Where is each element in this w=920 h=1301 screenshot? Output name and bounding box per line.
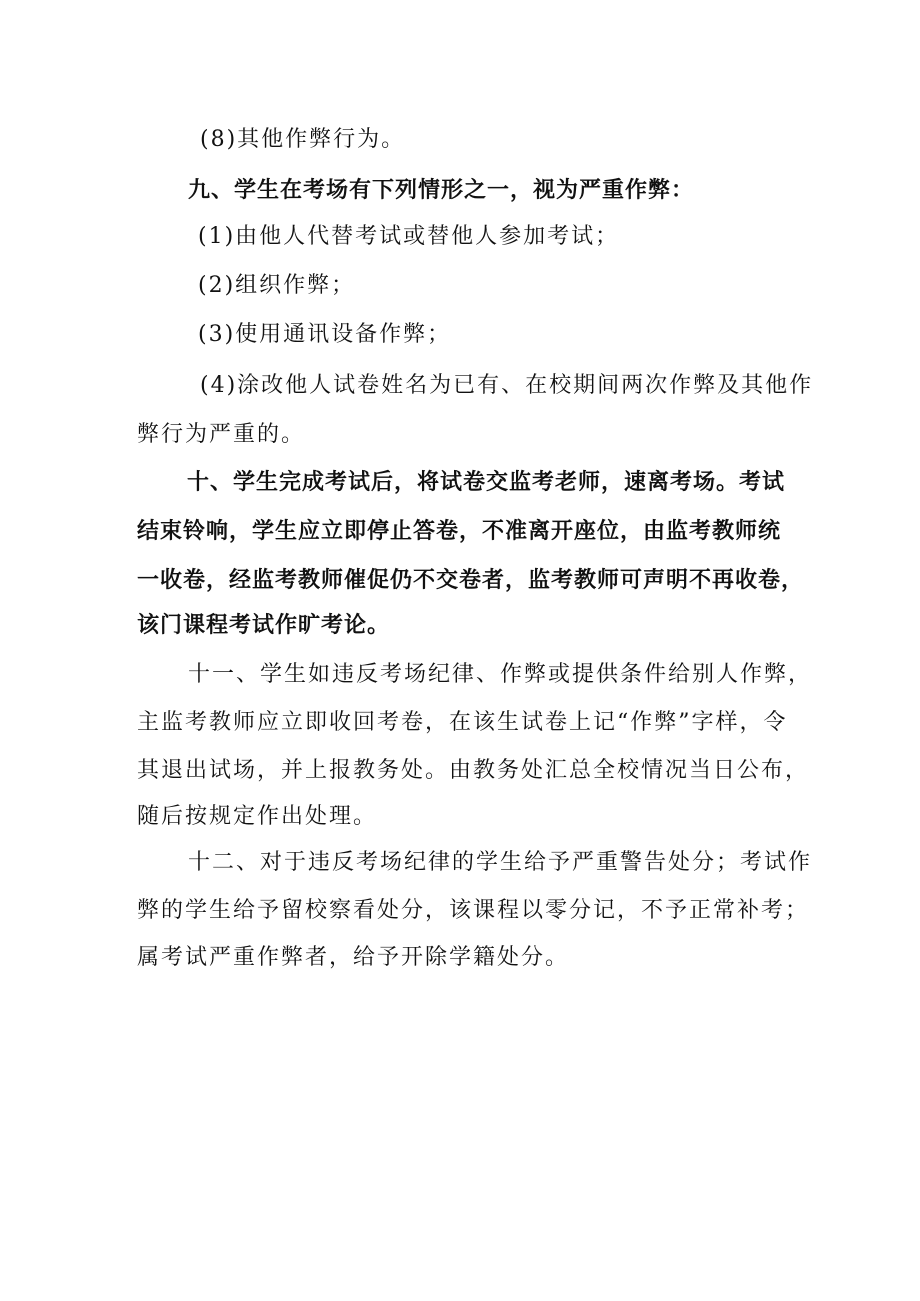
section-9-item-1: (1)由他人代替考试或替他人参加考试； <box>198 224 620 249</box>
section-12-line-3: 属考试严重作弊者，给予开除学籍处分。 <box>137 945 570 970</box>
section-12-line-1: 十二、对于违反考场纪律的学生给予严重警告处分；考试作 <box>188 850 813 875</box>
section-9-item-2: (2)组织作弊； <box>198 273 356 298</box>
item-8: (8)其他作弊行为。 <box>200 127 406 152</box>
section-10-line-4: 该门课程考试作旷考论。 <box>137 613 391 638</box>
section-10-line-3: 一收卷，经监考教师催促仍不交卷者，监考教师可声明不再收卷， <box>137 568 805 593</box>
section-9-item-3: (3)使用通讯设备作弊； <box>198 322 452 347</box>
section-11-line-1: 十一、学生如违反考场纪律、作弊或提供条件给别人作弊， <box>188 662 813 687</box>
section-10-line-1: 十、学生完成考试后，将试卷交监考老师，速离考场。考试 <box>187 470 786 495</box>
section-9-item-4-line-1: (4)涂改他人试卷姓名为已有、在校期间两次作弊及其他作 <box>200 373 814 398</box>
section-11-line-2: 主监考教师应立即收回考卷，在该生试卷上记“作弊”字样，令 <box>137 710 788 735</box>
section-9-heading: 九、学生在考场有下列情形之一，视为严重作弊： <box>188 178 695 203</box>
section-9-item-4-line-2: 弊行为严重的。 <box>137 422 306 447</box>
section-12-line-2: 弊的学生给予留校察看处分，该课程以零分记，不予正常补考； <box>137 898 810 923</box>
section-11-line-4: 随后按规定作出处理。 <box>137 804 378 829</box>
section-11-line-3: 其退出试场，并上报教务处。由教务处汇总全校情况当日公布， <box>137 758 810 783</box>
section-10-line-2: 结束铃响，学生应立即停止答卷，不准离开座位，由监考教师统 <box>137 519 782 544</box>
